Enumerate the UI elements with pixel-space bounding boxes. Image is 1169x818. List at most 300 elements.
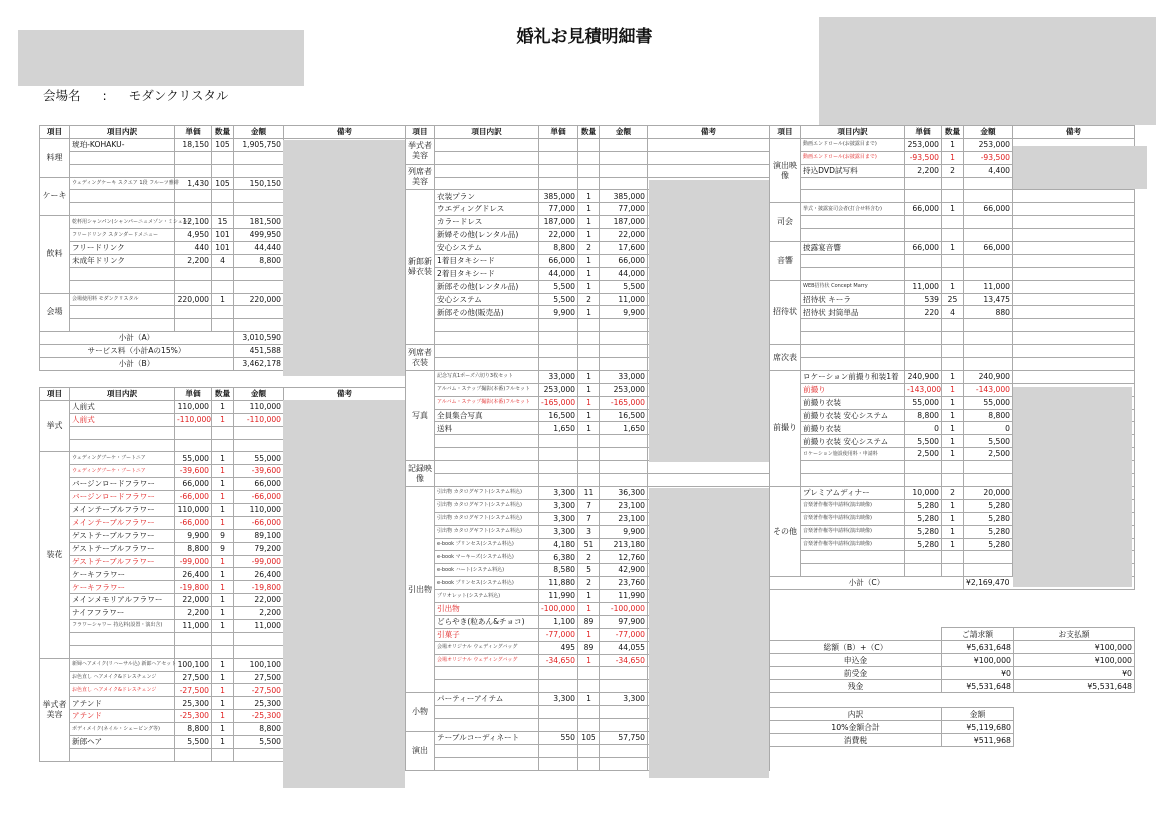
row-qty: 3	[578, 525, 600, 538]
row-price: 33,000	[539, 370, 578, 383]
row-amount	[600, 461, 648, 474]
row-item: e-book プリンセス(システム料込)	[435, 577, 539, 590]
row-qty	[212, 439, 234, 452]
row-amount	[600, 680, 648, 693]
row-amount: 2,200	[234, 607, 284, 620]
row-amount	[600, 358, 648, 371]
subtotal-b-value: 3,462,178	[234, 358, 284, 371]
row-amount: 1,905,750	[234, 138, 284, 151]
row-amount: 3,300	[600, 693, 648, 706]
row-qty: 1	[212, 581, 234, 594]
row-price: 27,500	[175, 671, 212, 684]
row-qty	[578, 164, 600, 177]
row-category: 招待状	[770, 280, 801, 344]
row-item	[70, 748, 175, 761]
row-price: 77,000	[539, 203, 578, 216]
row-item: ケーキフラワー	[70, 568, 175, 581]
row-price	[175, 319, 212, 332]
row-price: 3,300	[539, 486, 578, 499]
table-row	[770, 370, 1135, 383]
row-qty: 1	[212, 465, 234, 478]
row-qty: 1	[212, 478, 234, 491]
row-price: 11,990	[539, 590, 578, 603]
table-row	[770, 332, 1135, 345]
row-amount	[964, 564, 1013, 577]
row-item	[801, 358, 905, 371]
row-category: 小物	[406, 693, 435, 732]
row-item	[801, 254, 905, 267]
row-note	[1013, 319, 1135, 332]
row-price	[539, 744, 578, 757]
row-price: -93,500	[905, 151, 942, 164]
table-row	[770, 293, 1135, 306]
row-qty: 11	[578, 486, 600, 499]
row-price: 11,000	[175, 620, 212, 633]
row-qty: 2	[578, 551, 600, 564]
row-price: -110,000	[175, 413, 212, 426]
row-item: 引出物 カタログギフト(システム料込)	[435, 486, 539, 499]
row-amount: 385,000	[600, 190, 648, 203]
tax-row	[770, 721, 1135, 734]
row-amount: 1,650	[600, 422, 648, 435]
row-item: フリードリンク	[70, 242, 175, 255]
row-qty: 89	[578, 641, 600, 654]
row-amount	[234, 267, 284, 280]
row-qty: 1	[578, 370, 600, 383]
row-item: 乾杯用シャンパン(シャンパーニュメゾン・ミシェル)	[70, 216, 175, 229]
row-amount: 8,800	[234, 254, 284, 267]
row-price: 1,100	[539, 615, 578, 628]
row-qty: 1	[942, 512, 964, 525]
row-item: 引菓子	[435, 628, 539, 641]
row-item: 人前式	[70, 413, 175, 426]
row-amount: 77,000	[600, 203, 648, 216]
row-amount	[234, 426, 284, 439]
col-item: 項目内訳	[70, 126, 175, 139]
row-amount: 44,440	[234, 242, 284, 255]
row-amount: 66,000	[600, 254, 648, 267]
row-price	[175, 306, 212, 319]
service-charge-value: 451,588	[234, 345, 284, 358]
row-amount	[234, 190, 284, 203]
row-price: 10,000	[905, 486, 942, 499]
row-price: 8,800	[175, 542, 212, 555]
row-note	[648, 138, 770, 151]
summary-bill: ¥5,531,648	[942, 680, 1014, 693]
row-price	[175, 748, 212, 761]
row-price: 539	[905, 293, 942, 306]
row-price	[175, 645, 212, 658]
row-item: アテンド	[70, 710, 175, 723]
col-price: 単価	[539, 126, 578, 139]
row-qty: 1	[942, 448, 964, 461]
row-price	[539, 138, 578, 151]
row-item	[435, 319, 539, 332]
row-item: 引出物 カタログギフト(システム料込)	[435, 525, 539, 538]
row-price	[905, 267, 942, 280]
row-price: 5,280	[905, 512, 942, 525]
row-qty: 1	[212, 710, 234, 723]
row-qty	[942, 229, 964, 242]
row-amount	[600, 757, 648, 770]
row-amount: -34,650	[600, 654, 648, 667]
row-category: 前撮り	[770, 370, 801, 486]
row-category: 演出	[406, 731, 435, 770]
row-item: ウェディングブーケ・ブートニア	[70, 465, 175, 478]
row-item: 引出物	[435, 602, 539, 615]
col-amount: 金額	[964, 126, 1013, 139]
row-qty: 1	[942, 280, 964, 293]
row-item: 全員集合写真	[435, 409, 539, 422]
row-item: 前撮り衣装	[801, 422, 905, 435]
summary-paid: ¥100,000	[1014, 641, 1135, 654]
row-item: バージンロードフラワー	[70, 478, 175, 491]
row-qty	[942, 267, 964, 280]
redacted-note-area-1	[283, 140, 405, 376]
row-price: 44,000	[539, 267, 578, 280]
row-qty: 1	[212, 697, 234, 710]
table-header-row	[770, 126, 1135, 139]
table-row	[770, 306, 1135, 319]
row-qty: 1	[578, 383, 600, 396]
row-price: 11,000	[905, 280, 942, 293]
row-qty: 1	[212, 568, 234, 581]
row-item: 未成年ドリンク	[70, 254, 175, 267]
row-price	[175, 203, 212, 216]
row-qty	[212, 319, 234, 332]
row-amount: 89,100	[234, 529, 284, 542]
row-item	[435, 345, 539, 358]
row-amount: -25,300	[234, 710, 284, 723]
row-price	[175, 280, 212, 293]
summary-bill: ¥100,000	[942, 654, 1014, 667]
row-qty: 51	[578, 538, 600, 551]
row-qty	[578, 474, 600, 487]
row-item	[435, 138, 539, 151]
subtotal-c-label: 小計（C）	[770, 577, 964, 590]
tax-header-row	[770, 708, 1135, 721]
row-item: ゲストテーブルフラワー	[70, 542, 175, 555]
row-price: 18,150	[175, 138, 212, 151]
row-price	[539, 164, 578, 177]
row-qty: 1	[942, 370, 964, 383]
row-qty: 1	[578, 628, 600, 641]
row-amount: 5,280	[964, 525, 1013, 538]
row-price: -77,000	[539, 628, 578, 641]
table-row	[770, 203, 1135, 216]
row-qty: 1	[578, 602, 600, 615]
row-item: ゲストテーブルフラワー	[70, 555, 175, 568]
row-amount: 110,000	[234, 400, 284, 413]
row-qty: 1	[578, 654, 600, 667]
row-item: フリードリンク スタンダードメニュー	[70, 229, 175, 242]
col-note: 備考	[1013, 126, 1135, 139]
row-item: 音楽著作権等申請料(演出映像)	[801, 538, 905, 551]
row-note	[1013, 190, 1135, 203]
row-item	[435, 151, 539, 164]
service-charge-label: サービス料（小計Aの15%）	[40, 345, 234, 358]
row-price: 2,200	[175, 607, 212, 620]
row-price: -34,650	[539, 654, 578, 667]
row-qty: 1	[942, 525, 964, 538]
row-price: 66,000	[905, 242, 942, 255]
row-qty: 1	[212, 594, 234, 607]
row-qty	[578, 151, 600, 164]
row-item: バージンロードフラワー	[70, 491, 175, 504]
row-item: 会場オリジナル ウェディングバッグ	[435, 641, 539, 654]
row-item: 2着目タキシード	[435, 267, 539, 280]
row-qty	[942, 474, 964, 487]
row-amount	[964, 177, 1013, 190]
row-item	[801, 332, 905, 345]
row-price	[175, 426, 212, 439]
table-header-row	[406, 126, 770, 139]
row-price: 55,000	[175, 452, 212, 465]
row-price: 8,800	[905, 409, 942, 422]
col-category: 項目	[40, 126, 70, 139]
row-amount: 26,400	[234, 568, 284, 581]
venue-line	[43, 86, 246, 104]
row-amount: 66,000	[964, 203, 1013, 216]
row-item: 会場使用料 モダンクリスタル	[70, 293, 175, 306]
row-item: 1着目タキシード	[435, 254, 539, 267]
row-amount	[600, 718, 648, 731]
row-qty: 1	[578, 422, 600, 435]
row-qty: 4	[942, 306, 964, 319]
summary-col-bill: ご請求額	[942, 628, 1014, 641]
tax-amount: ¥511,968	[942, 734, 1014, 747]
row-category: 司会	[770, 203, 801, 242]
row-amount	[964, 474, 1013, 487]
row-amount: 55,000	[234, 452, 284, 465]
row-amount: 181,500	[234, 216, 284, 229]
row-amount: 11,000	[234, 620, 284, 633]
row-qty: 105	[212, 138, 234, 151]
row-amount	[600, 448, 648, 461]
row-item	[70, 645, 175, 658]
row-amount: -39,600	[234, 465, 284, 478]
row-category: 記録映 像	[406, 461, 435, 487]
row-amount	[234, 151, 284, 164]
summary-paid: ¥0	[1014, 667, 1135, 680]
table-row	[406, 138, 770, 151]
row-price: -165,000	[539, 396, 578, 409]
row-price	[905, 564, 942, 577]
row-qty: 5	[578, 564, 600, 577]
row-price: 3,300	[539, 512, 578, 525]
row-qty: 1	[942, 383, 964, 396]
row-amount: 66,000	[964, 242, 1013, 255]
row-qty: 1	[942, 151, 964, 164]
row-qty: 1	[942, 203, 964, 216]
col-price: 単価	[905, 126, 942, 139]
row-qty	[942, 319, 964, 332]
row-amount: 5,280	[964, 538, 1013, 551]
row-qty: 1	[212, 658, 234, 671]
row-qty: 105	[212, 177, 234, 190]
col-item: 項目内訳	[70, 388, 175, 401]
row-item	[801, 474, 905, 487]
row-item	[801, 190, 905, 203]
row-amount: 23,100	[600, 499, 648, 512]
venue-name: モダンクリスタル	[128, 88, 229, 103]
row-qty	[942, 254, 964, 267]
row-qty	[942, 190, 964, 203]
row-item: ケーキフラワー	[70, 581, 175, 594]
table-row	[406, 461, 770, 474]
row-amount: 27,500	[234, 671, 284, 684]
row-price: 0	[905, 422, 942, 435]
row-qty	[578, 706, 600, 719]
row-note	[648, 151, 770, 164]
row-category: 写真	[406, 370, 435, 460]
row-price: 4,180	[539, 538, 578, 551]
row-item	[435, 332, 539, 345]
row-price: 187,000	[539, 216, 578, 229]
summary-label: 前受金	[770, 667, 942, 680]
row-item: メインテーブルフラワー	[70, 504, 175, 517]
row-price: -19,800	[175, 581, 212, 594]
row-item	[70, 267, 175, 280]
row-note	[1013, 203, 1135, 216]
row-item: アルバム・スナップ撮影(本番)フルセット	[435, 396, 539, 409]
row-category: 挙式者 美容	[406, 138, 435, 164]
row-qty: 1	[942, 499, 964, 512]
row-amount	[234, 164, 284, 177]
row-qty	[942, 358, 964, 371]
table-row	[770, 319, 1135, 332]
row-category: 料理	[40, 138, 70, 177]
row-item: ロケーション施設使用料・申請料	[801, 448, 905, 461]
row-amount: 0	[964, 422, 1013, 435]
row-amount	[600, 706, 648, 719]
row-item: 動画エンドロール(お披露目まで)	[801, 151, 905, 164]
row-qty	[942, 345, 964, 358]
row-note	[1013, 293, 1135, 306]
row-qty: 1	[212, 413, 234, 426]
row-qty	[212, 190, 234, 203]
row-item	[70, 203, 175, 216]
row-amount: 33,000	[600, 370, 648, 383]
row-price: 12,100	[175, 216, 212, 229]
summary-paid: ¥100,000	[1014, 654, 1135, 667]
tax-label: 消費税	[770, 734, 942, 747]
row-price	[539, 667, 578, 680]
row-item: 新郎その他(レンタル品)	[435, 280, 539, 293]
row-qty: 1	[212, 671, 234, 684]
row-amount: 55,000	[964, 396, 1013, 409]
row-item: フラワーシャワー 持込料(設置・演出含)	[70, 620, 175, 633]
col-qty: 数量	[578, 126, 600, 139]
row-price: 550	[539, 731, 578, 744]
row-amount	[234, 306, 284, 319]
row-item	[801, 319, 905, 332]
row-price	[539, 345, 578, 358]
row-price: 2,200	[175, 254, 212, 267]
row-amount: -19,800	[234, 581, 284, 594]
col-category: 項目	[40, 388, 70, 401]
row-qty: 1	[942, 242, 964, 255]
redacted-note-area-6	[1013, 387, 1132, 587]
row-item: プリオレット(システム料込)	[435, 590, 539, 603]
row-amount: 11,000	[964, 280, 1013, 293]
row-qty: 25	[942, 293, 964, 306]
table-header-row	[40, 388, 406, 401]
row-price: 253,000	[539, 383, 578, 396]
row-qty: 1	[942, 435, 964, 448]
table-row	[770, 358, 1135, 371]
row-amount: 13,475	[964, 293, 1013, 306]
row-price: 26,400	[175, 568, 212, 581]
row-note	[648, 461, 770, 474]
row-item	[70, 190, 175, 203]
row-note	[1013, 242, 1135, 255]
row-amount: 220,000	[234, 293, 284, 306]
row-item	[801, 267, 905, 280]
row-price	[175, 164, 212, 177]
row-note	[1013, 358, 1135, 371]
row-price: 1,650	[539, 422, 578, 435]
table-header-row	[40, 126, 406, 139]
row-amount: 12,760	[600, 551, 648, 564]
row-qty	[212, 645, 234, 658]
row-amount: 36,300	[600, 486, 648, 499]
row-qty	[578, 448, 600, 461]
row-qty	[578, 345, 600, 358]
row-price: 16,500	[539, 409, 578, 422]
tax-col-amount: 金額	[942, 708, 1014, 721]
row-amount: -143,000	[964, 383, 1013, 396]
row-qty: 1	[942, 422, 964, 435]
col-qty: 数量	[942, 126, 964, 139]
col-amount: 金額	[600, 126, 648, 139]
row-price	[905, 358, 942, 371]
row-item	[801, 229, 905, 242]
row-amount: 880	[964, 306, 1013, 319]
row-item: お色直し ヘアメイク&ドレスチェンジ	[70, 671, 175, 684]
col-category: 項目	[406, 126, 435, 139]
row-item: 持込DVD試写料	[801, 164, 905, 177]
row-price: 5,280	[905, 499, 942, 512]
row-item	[435, 358, 539, 371]
row-price: 253,000	[905, 138, 942, 151]
row-item	[801, 551, 905, 564]
row-qty	[212, 267, 234, 280]
row-amount: 22,000	[234, 594, 284, 607]
row-amount: 8,800	[234, 723, 284, 736]
row-amount	[600, 744, 648, 757]
venue-label: 会場名	[43, 88, 81, 103]
row-qty	[578, 138, 600, 151]
document-title: 婚礼お見積明細書	[516, 27, 653, 47]
row-note	[1013, 306, 1135, 319]
row-amount	[964, 332, 1013, 345]
col-qty: 数量	[212, 126, 234, 139]
row-category: 列席者 衣装	[406, 345, 435, 371]
row-note	[1013, 370, 1135, 383]
row-price	[539, 757, 578, 770]
row-qty: 89	[578, 615, 600, 628]
row-amount: -93,500	[964, 151, 1013, 164]
table-row	[770, 229, 1135, 242]
row-price: 5,500	[539, 280, 578, 293]
row-qty: 2	[578, 242, 600, 255]
row-qty: 1	[212, 620, 234, 633]
redacted-block-top-left	[18, 30, 304, 86]
row-item: 音楽著作権等申請料(演出映像)	[801, 525, 905, 538]
row-qty	[942, 551, 964, 564]
row-item: 音楽著作権等申請料(演出映像)	[801, 499, 905, 512]
